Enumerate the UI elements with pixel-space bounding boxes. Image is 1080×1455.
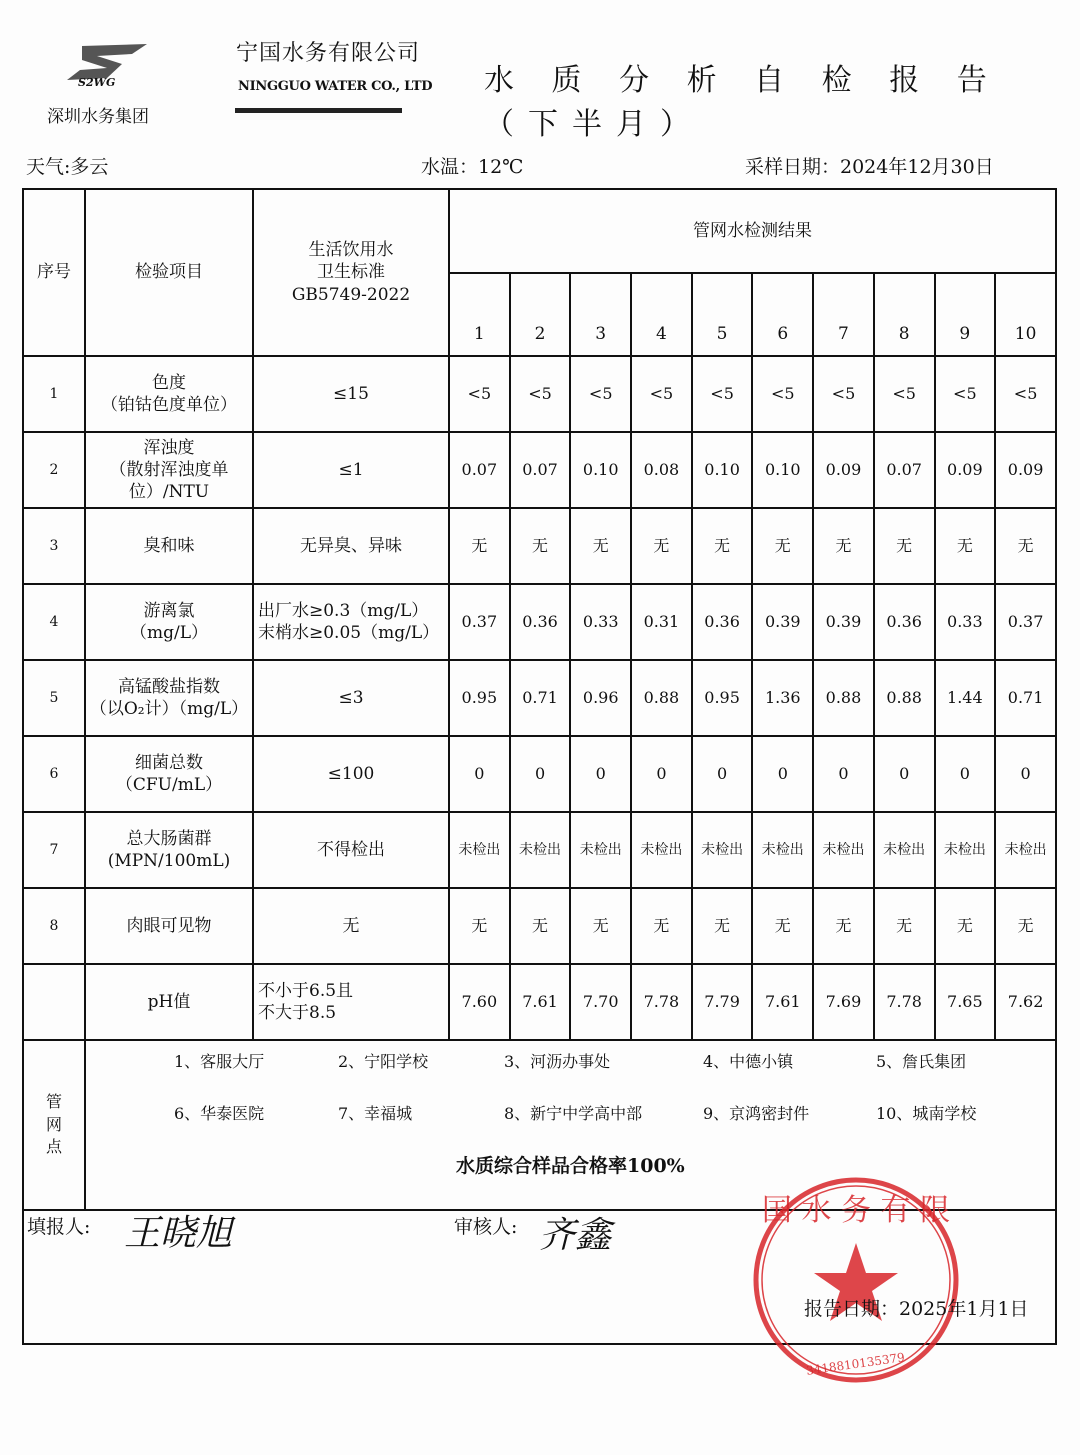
report-date: 报告日期：2025年1月1日 bbox=[804, 1298, 1029, 1320]
network-label bbox=[23, 1040, 85, 1210]
point-number: 9 bbox=[935, 273, 996, 356]
result-value: <5 bbox=[631, 356, 692, 432]
network-site: 3、河沥办事处 bbox=[504, 1052, 611, 1071]
network-site: 4、中德小镇 bbox=[703, 1052, 794, 1071]
result-value: 未检出 bbox=[570, 812, 631, 888]
text-line: pH值 bbox=[147, 991, 191, 1012]
point-number: 6 bbox=[752, 273, 813, 356]
row-standard bbox=[253, 356, 449, 432]
result-value: 7.78 bbox=[631, 964, 692, 1040]
water-temperature: 水温：12℃ bbox=[421, 156, 524, 178]
result-value: 未检出 bbox=[995, 812, 1056, 888]
result-value: 无 bbox=[752, 888, 813, 964]
point-number: 4 bbox=[631, 273, 692, 356]
result-value: 无 bbox=[935, 888, 996, 964]
result-value: 0.71 bbox=[510, 660, 571, 736]
company-name-en: NINGGUO WATER CO., LTD bbox=[238, 79, 433, 94]
result-value: 0.08 bbox=[631, 432, 692, 508]
result-value: 无 bbox=[570, 508, 631, 584]
result-value: 0.37 bbox=[995, 584, 1056, 660]
result-value: 无 bbox=[995, 508, 1056, 584]
row-no: 4 bbox=[23, 584, 85, 660]
result-value: 7.62 bbox=[995, 964, 1056, 1040]
result-value: 0 bbox=[874, 736, 935, 812]
result-value: 0.37 bbox=[449, 584, 510, 660]
text-line: 位）/NTU bbox=[128, 482, 210, 503]
row-item bbox=[85, 812, 253, 888]
row-standard bbox=[253, 432, 449, 508]
result-value: 0 bbox=[752, 736, 813, 812]
result-value: <5 bbox=[995, 356, 1056, 432]
result-value: 未检出 bbox=[874, 812, 935, 888]
result-value: 0 bbox=[631, 736, 692, 812]
table-row bbox=[23, 356, 1056, 432]
text-line: 高锰酸盐指数 bbox=[118, 676, 220, 697]
table-row bbox=[23, 660, 1056, 736]
text-line: ≤3 bbox=[338, 687, 364, 708]
text-line: 不小于6.5且 bbox=[258, 980, 354, 1001]
result-value: 0 bbox=[570, 736, 631, 812]
text-line: 出厂水≥0.3（mg/L） bbox=[258, 600, 429, 621]
result-value: 无 bbox=[813, 508, 874, 584]
point-number: 3 bbox=[570, 273, 631, 356]
company-name-cn: 宁国水务有限公司 bbox=[236, 41, 421, 66]
row-no: 5 bbox=[23, 660, 85, 736]
result-value: <5 bbox=[449, 356, 510, 432]
table-row bbox=[23, 812, 1056, 888]
col-no-header: 序号 bbox=[23, 189, 85, 356]
result-value: <5 bbox=[935, 356, 996, 432]
text-line: 总大肠菌群 bbox=[126, 828, 212, 849]
result-value: 7.69 bbox=[813, 964, 874, 1040]
row-item bbox=[85, 584, 253, 660]
result-value: 0.88 bbox=[874, 660, 935, 736]
text-line: ≤15 bbox=[333, 383, 369, 404]
result-value: 0.31 bbox=[631, 584, 692, 660]
result-value: <5 bbox=[813, 356, 874, 432]
row-standard bbox=[253, 660, 449, 736]
row-no: 7 bbox=[23, 812, 85, 888]
text-line: 色度 bbox=[152, 372, 186, 393]
result-value: 无 bbox=[631, 508, 692, 584]
network-site: 5、詹氏集团 bbox=[876, 1052, 967, 1071]
text-line: 游离氯 bbox=[143, 600, 195, 621]
text-line: 不得检出 bbox=[317, 839, 385, 860]
result-value: 0.95 bbox=[692, 660, 753, 736]
table-row bbox=[23, 736, 1056, 812]
result-value: 无 bbox=[813, 888, 874, 964]
result-value: 无 bbox=[874, 508, 935, 584]
table-row bbox=[23, 508, 1056, 584]
row-standard bbox=[253, 964, 449, 1040]
network-site: 7、幸福城 bbox=[338, 1104, 413, 1123]
result-value: 0 bbox=[510, 736, 571, 812]
table-row bbox=[23, 584, 1056, 660]
result-value: 0.39 bbox=[752, 584, 813, 660]
text-line: 无异臭、异味 bbox=[300, 535, 402, 556]
result-value: 7.65 bbox=[935, 964, 996, 1040]
report-title: 水 质 分 析 自 检 报 告（下半月） bbox=[484, 63, 1001, 142]
text-line: （以O₂计）（mg/L） bbox=[89, 699, 249, 719]
row-no: 2 bbox=[23, 432, 85, 508]
table-row bbox=[23, 964, 1056, 1040]
table-row bbox=[23, 888, 1056, 964]
result-value: 未检出 bbox=[935, 812, 996, 888]
result-value: 1.44 bbox=[935, 660, 996, 736]
reviewer-label: 审核人: bbox=[454, 1216, 518, 1238]
result-value: 0.33 bbox=[570, 584, 631, 660]
text-line: 臭和味 bbox=[143, 535, 195, 556]
table-row bbox=[23, 432, 1056, 508]
result-value: <5 bbox=[874, 356, 935, 432]
col-item-header: 检验项目 bbox=[85, 189, 253, 356]
point-number: 7 bbox=[813, 273, 874, 356]
result-value: 无 bbox=[510, 508, 571, 584]
col-standard-header bbox=[253, 189, 449, 356]
result-value: 0.95 bbox=[449, 660, 510, 736]
text-line: （铂钴色度单位） bbox=[101, 395, 237, 415]
text-line: （CFU/mL） bbox=[115, 775, 223, 795]
network-site: 8、新宁中学高中部 bbox=[504, 1104, 643, 1123]
point-number: 5 bbox=[692, 273, 753, 356]
result-value: <5 bbox=[752, 356, 813, 432]
row-item bbox=[85, 736, 253, 812]
point-number: 2 bbox=[510, 273, 571, 356]
network-site: 6、华泰医院 bbox=[174, 1104, 265, 1123]
result-value: 无 bbox=[874, 888, 935, 964]
result-value: 0 bbox=[813, 736, 874, 812]
point-number: 1 bbox=[449, 273, 510, 356]
result-value: 无 bbox=[631, 888, 692, 964]
result-value: 0.36 bbox=[692, 584, 753, 660]
row-no: 3 bbox=[23, 508, 85, 584]
result-value: 无 bbox=[692, 888, 753, 964]
result-value: 7.70 bbox=[570, 964, 631, 1040]
result-value: 0.71 bbox=[995, 660, 1056, 736]
result-value: 0.10 bbox=[752, 432, 813, 508]
reviewer-signature: 齐鑫 bbox=[539, 1215, 612, 1256]
company-underline bbox=[235, 108, 402, 113]
row-no: 6 bbox=[23, 736, 85, 812]
filler-signature: 王晓旭 bbox=[124, 1213, 233, 1254]
result-value: 0.33 bbox=[935, 584, 996, 660]
result-value: 无 bbox=[449, 508, 510, 584]
row-item bbox=[85, 508, 253, 584]
result-value: 未检出 bbox=[692, 812, 753, 888]
result-value: 未检出 bbox=[752, 812, 813, 888]
result-value: <5 bbox=[510, 356, 571, 432]
network-site: 10、城南学校 bbox=[876, 1104, 977, 1123]
header-row bbox=[23, 189, 1056, 273]
text-line: 卫生标准 bbox=[317, 262, 385, 283]
svg-text:国 水 务 有 限: 国 水 务 有 限 bbox=[761, 1193, 951, 1228]
svg-text:3418810135379: 3418810135379 bbox=[805, 1350, 906, 1378]
result-value: 0.36 bbox=[874, 584, 935, 660]
result-value: 无 bbox=[752, 508, 813, 584]
result-value: 0.09 bbox=[813, 432, 874, 508]
result-value: <5 bbox=[692, 356, 753, 432]
text-line: （mg/L） bbox=[129, 623, 209, 643]
row-no: 1 bbox=[23, 356, 85, 432]
result-value: 0.10 bbox=[692, 432, 753, 508]
filler-label: 填报人: bbox=[27, 1216, 91, 1238]
row-item bbox=[85, 660, 253, 736]
point-number: 8 bbox=[874, 273, 935, 356]
text-line: GB5749-2022 bbox=[291, 284, 411, 305]
row-standard bbox=[253, 812, 449, 888]
result-value: 无 bbox=[449, 888, 510, 964]
text-line: 浑浊度 bbox=[143, 437, 195, 458]
result-value: 0 bbox=[449, 736, 510, 812]
result-value: 7.78 bbox=[874, 964, 935, 1040]
text-line: 无 bbox=[342, 915, 360, 936]
result-value: 0.96 bbox=[570, 660, 631, 736]
pass-rate: 水质综合样品合格率100% bbox=[456, 1155, 685, 1177]
text-line: 肉眼可见物 bbox=[126, 915, 212, 936]
text-line: 不大于8.5 bbox=[258, 1003, 337, 1023]
result-value: 0.07 bbox=[510, 432, 571, 508]
result-value: 无 bbox=[570, 888, 631, 964]
point-number: 10 bbox=[995, 273, 1056, 356]
text-line: ≤1 bbox=[338, 459, 364, 480]
row-item bbox=[85, 964, 253, 1040]
text-line: （散射浑浊度单 bbox=[109, 459, 229, 480]
result-value: 0.07 bbox=[449, 432, 510, 508]
result-value: 0.36 bbox=[510, 584, 571, 660]
col-results-header: 管网水检测结果 bbox=[449, 189, 1056, 273]
result-value: 无 bbox=[510, 888, 571, 964]
group-logo-text: S2WG bbox=[78, 76, 116, 89]
row-standard bbox=[253, 888, 449, 964]
company-stamp bbox=[748, 1168, 968, 1393]
weather: 天气:多云 bbox=[26, 156, 109, 178]
result-value: 无 bbox=[995, 888, 1056, 964]
text-line: ≤100 bbox=[327, 763, 375, 784]
result-value: 0.10 bbox=[570, 432, 631, 508]
row-standard bbox=[253, 508, 449, 584]
result-value: 0 bbox=[935, 736, 996, 812]
result-value: 0 bbox=[692, 736, 753, 812]
result-value: 7.61 bbox=[752, 964, 813, 1040]
text-line: 生活饮用水 bbox=[308, 240, 394, 261]
network-site: 9、京鸿密封件 bbox=[703, 1104, 810, 1123]
result-value: 0.07 bbox=[874, 432, 935, 508]
network-site: 1、客服大厅 bbox=[174, 1052, 265, 1071]
result-value: 0.39 bbox=[813, 584, 874, 660]
result-value: 1.36 bbox=[752, 660, 813, 736]
row-item bbox=[85, 888, 253, 964]
result-value: <5 bbox=[570, 356, 631, 432]
result-value: 未检出 bbox=[813, 812, 874, 888]
row-item bbox=[85, 432, 253, 508]
result-value: 7.79 bbox=[692, 964, 753, 1040]
result-value: 未检出 bbox=[631, 812, 692, 888]
row-no: 8 bbox=[23, 888, 85, 964]
result-value: 0.09 bbox=[935, 432, 996, 508]
text-line: 末梢水≥0.05（mg/L） bbox=[258, 623, 440, 643]
network-label-text: 管网点 bbox=[46, 1092, 63, 1157]
network-site: 2、宁阳学校 bbox=[338, 1052, 429, 1071]
result-value: 0.09 bbox=[995, 432, 1056, 508]
result-value: 未检出 bbox=[449, 812, 510, 888]
result-value: 0 bbox=[995, 736, 1056, 812]
row-no bbox=[23, 964, 85, 1040]
result-value: 无 bbox=[692, 508, 753, 584]
result-value: 无 bbox=[935, 508, 996, 584]
text-line: 细菌总数 bbox=[135, 752, 203, 773]
result-value: 7.61 bbox=[510, 964, 571, 1040]
text-line: (MPN/100mL) bbox=[107, 851, 231, 871]
result-value: 0.88 bbox=[631, 660, 692, 736]
sample-date: 采样日期：2024年12月30日 bbox=[745, 156, 994, 178]
group-name: 深圳水务集团 bbox=[47, 107, 149, 127]
row-standard bbox=[253, 584, 449, 660]
row-item bbox=[85, 356, 253, 432]
result-value: 7.60 bbox=[449, 964, 510, 1040]
result-value: 0.88 bbox=[813, 660, 874, 736]
result-value: 未检出 bbox=[510, 812, 571, 888]
row-standard bbox=[253, 736, 449, 812]
